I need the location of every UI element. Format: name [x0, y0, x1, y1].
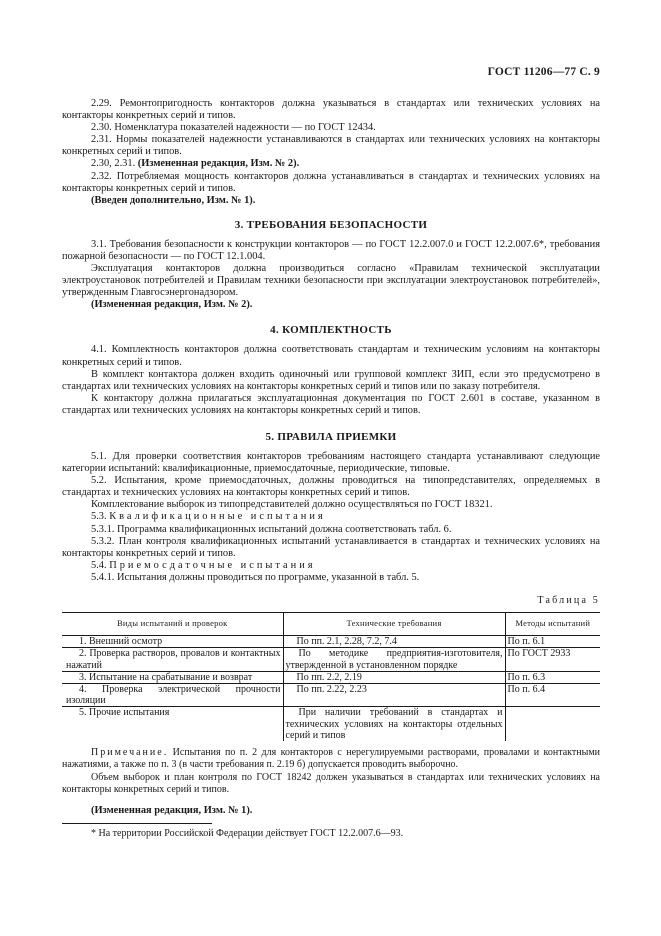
clause-5-2: 5.2. Испытания, кроме приемосдаточных, должны проводиться на типопредставителях, определяемых в стандартах и технических условиях на контакторы конкретных серий и типов.	[62, 475, 600, 499]
table-5	[62, 612, 600, 741]
column-header: Виды испытаний и проверок	[62, 613, 283, 636]
clause-title: Квалификационные испытания	[109, 511, 326, 523]
page-header: ГОСТ 11206—77 С. 9	[487, 66, 600, 78]
table-cell: 5. Прочие испытания	[79, 707, 170, 719]
table-note	[62, 747, 600, 772]
note-text: Испытания по п. 2 для контакторов с нерегулируемыми растворами, провалами и контактными нажатиями, а также по п. 3 (в части требования п. 2.19 б) допускается проводить выборочно.	[62, 746, 601, 771]
amendment-note: (Измененная редакция, Изм. № 1).	[91, 804, 253, 816]
table-cell: По п. 6.1	[505, 636, 600, 648]
clause-2-32: 2.32. Потребляемая мощность контакторов должна устанавливаться в стандартах и технических условиях на контакторы конкретных серий и типов.	[62, 170, 600, 194]
table-cell	[505, 707, 600, 741]
documentation-paragraph: К контактору должна прилагаться эксплуатационная документация по ГОСТ 2.601 в составе, указанном в стандартах или технических условиях на контакторы конкретных серий и типов.	[62, 392, 600, 416]
footnote: * На территории Российской Федерации действует ГОСТ 12.2.007.6—93.	[91, 828, 404, 840]
table-row	[62, 683, 600, 706]
table-cell	[283, 648, 505, 671]
column-header: Методы испытаний	[505, 613, 600, 636]
cell-text: 2. Проверка растворов, провалов и контактных нажатий	[66, 648, 281, 671]
amendment-note: (Измененная редакция, Изм. № 2).	[91, 299, 253, 311]
table-cell: По пп. 2.22, 2.23	[283, 683, 505, 706]
table-cell: 3. Испытание на срабатывание и возврат	[62, 671, 283, 683]
document-body	[62, 98, 600, 840]
clause-5-1: 5.1. Для проверки соответствия контакторов требованиям настоящего стандарта устанавливают следующие категории испытаний: квалификационные, приемосдаточные, периодические, типовые.	[62, 450, 600, 475]
clause-5-4	[62, 560, 600, 572]
clause-2-29: 2.29. Ремонтопригодность контакторов должна указываться в стандартах или технических условиях на контакторы конкретных серий и типов.	[62, 98, 600, 122]
table-row	[62, 648, 600, 671]
clause-5-3-2: 5.3.2. План контроля квалификационных испытаний устанавливается в стандартах и технических условиях на контакторы конкретных серий и типов.	[62, 535, 600, 559]
table-header-row	[62, 613, 600, 636]
spare-parts-paragraph: В комплект контактора должен входить одиночный или групповой комплект ЗИП, если это предусмотрено в стандартах или технических условиях на контакторы конкретных серий и типов или по заказу потребителя.	[62, 368, 600, 392]
table-cell	[62, 683, 283, 706]
clause-number: 5.3.	[91, 511, 107, 523]
table-row	[62, 636, 600, 648]
introduced-note: (Введен дополнительно, Изм. № 1).	[91, 194, 256, 206]
section-3-heading: 3. ТРЕБОВАНИЯ БЕЗОПАСНОСТИ	[234, 218, 428, 231]
column-header: Технические требования	[283, 613, 505, 636]
clause-5-3-1: 5.3.1. Программа квалификационных испытаний должна соответствовать табл. 6.	[91, 523, 452, 535]
clause-5-3	[62, 511, 600, 523]
table-cell: По п. 6.3	[505, 671, 600, 683]
clause-2-30: 2.30. Номенклатура показателей надежности — по ГОСТ 12434.	[91, 122, 376, 134]
table-cell: По пп. 2.2, 2.19	[283, 671, 505, 683]
operation-paragraph: Эксплуатация контакторов должна производиться согласно «Правилам технической эксплуатации электроустановок потребителей и Правилам техники безопасности при эксплуатации электроустановок потребителей», утвержденным Главгосэнергонадзором.	[62, 263, 600, 299]
table-cell: По п. 6.4	[505, 683, 600, 706]
clause-number: 2.30, 2.31.	[91, 158, 136, 170]
clause-title: Приемосдаточные испытания	[109, 559, 316, 571]
clause-3-1: 3.1. Требования безопасности к конструкции контакторов — по ГОСТ 12.2.007.0 и ГОСТ 12.2.007.6*, требования пожарной безопасности — по ГОСТ 12.1.004.	[62, 238, 600, 262]
section-4-heading: 4. КОМПЛЕКТНОСТЬ	[270, 324, 392, 337]
note-label: Примечание.	[91, 746, 169, 758]
cell-text: При наличии требований в стандартах и технических условиях на контакторы отдельных серий и типов	[285, 707, 503, 741]
table-cell: По пп. 2.1, 2.28, 7.2, 7.4	[283, 636, 505, 648]
sampling-plan-paragraph: Объем выборок и план контроля по ГОСТ 18242 должен указываться в стандартах или технических условиях на контакторы конкретных серий и типов.	[62, 771, 600, 796]
amendment-note: (Измененная редакция, Изм. № 2).	[137, 158, 300, 170]
clause-4-1: 4.1. Комплектность контакторов должна соответствовать стандартам и техническим условиям на контакторы конкретных серий и типов.	[62, 344, 600, 368]
table-row	[62, 707, 600, 741]
clause-5-4-1: 5.4.1. Испытания должны проводиться по программе, указанной в табл. 5.	[91, 571, 420, 583]
table-row	[62, 671, 600, 683]
sampling-paragraph: Комплектование выборок из типопредставителей должно осуществляться по ГОСТ 18321.	[91, 499, 493, 511]
clause-2-31: 2.31. Нормы показателей надежности устанавливаются в стандартах или технических условиях на контакторы конкретных серий и типов.	[62, 134, 600, 158]
table-caption: Таблица 5	[537, 595, 600, 606]
table-cell	[62, 648, 283, 671]
table-cell: По ГОСТ 2933	[505, 648, 600, 671]
clause-2-30-2-31-amendment	[62, 158, 600, 170]
cell-text: 4. Проверка электрической прочности изоляции	[66, 683, 281, 707]
table-cell	[283, 707, 505, 741]
table-cell: 1. Внешний осмотр	[62, 636, 283, 648]
section-5-heading: 5. ПРАВИЛА ПРИЕМКИ	[265, 430, 397, 443]
cell-text: По методике предприятия-изготовителя, утвержденной в установленном порядке	[285, 648, 503, 671]
clause-number: 5.4.	[91, 559, 107, 571]
